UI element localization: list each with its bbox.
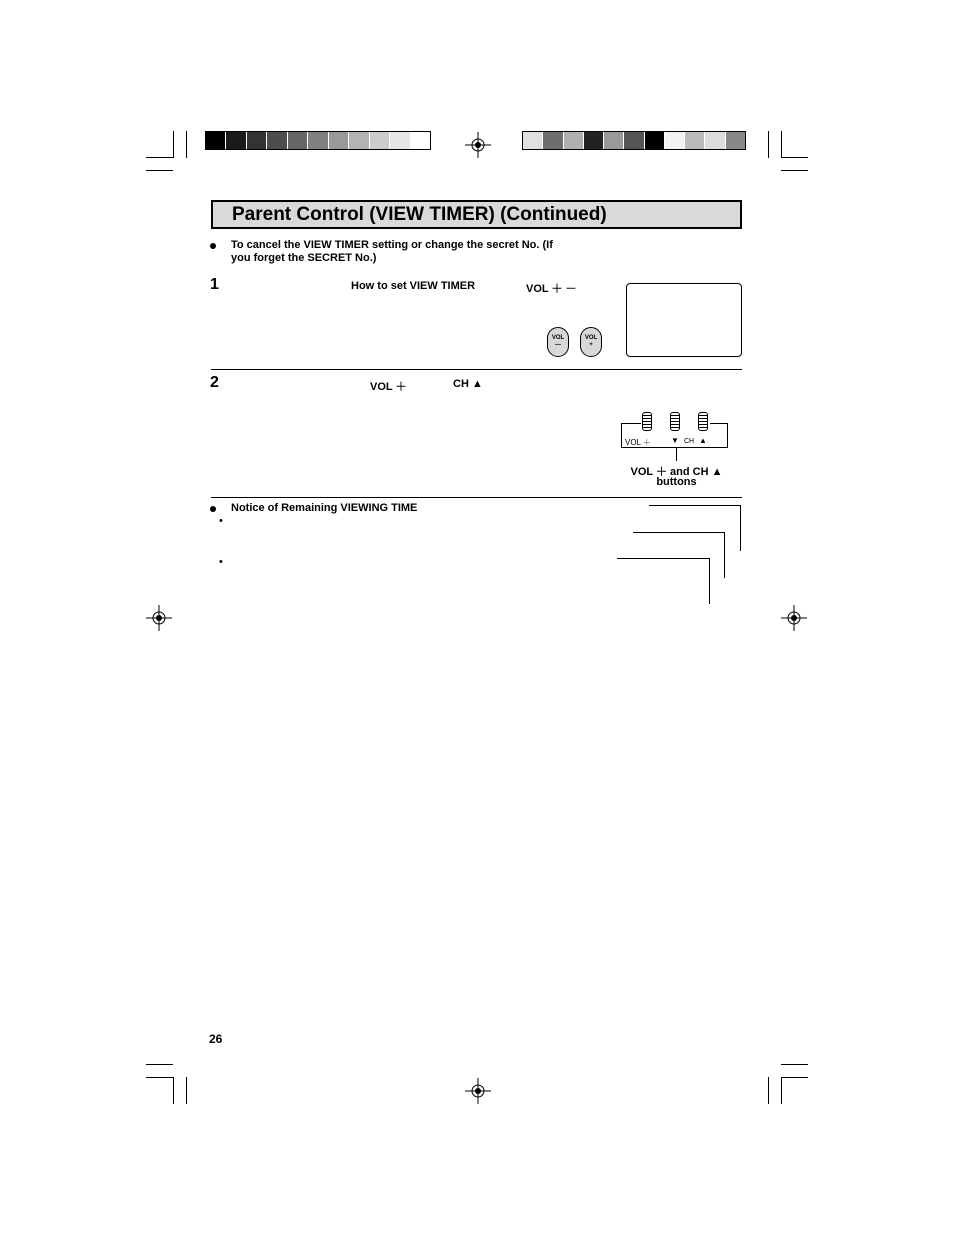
color-swatch xyxy=(705,132,725,149)
registration-mark-bottom xyxy=(465,1078,491,1104)
tv-screen-illustration xyxy=(626,283,742,357)
registration-mark-left xyxy=(146,605,172,631)
color-swatch xyxy=(226,132,246,149)
color-swatch xyxy=(685,132,705,149)
step2-vol-text: VOL ＋ xyxy=(370,381,407,393)
notice-sub-bullet-2: • xyxy=(219,556,223,568)
panel-ch-up-arrow: ▲ xyxy=(699,436,707,445)
registration-mark-top xyxy=(465,132,491,158)
intro-text-line1: To cancel the VIEW TIMER setting or change the secret No. (If xyxy=(231,239,553,251)
color-swatch xyxy=(206,132,226,149)
remote-vol-plus-button: VOL + xyxy=(580,327,602,357)
panel-vol-button xyxy=(642,412,652,431)
step-divider xyxy=(211,369,742,370)
color-swatch xyxy=(247,132,267,149)
color-swatch xyxy=(267,132,287,149)
color-swatch xyxy=(584,132,604,149)
intro-text-line2: you forget the SECRET No.) xyxy=(231,252,377,264)
panel-ch-up-button xyxy=(698,412,708,431)
page-title: Parent Control (VIEW TIMER) (Continued) xyxy=(211,200,742,229)
step2-ch-text: CH ▲ xyxy=(453,378,483,390)
color-swatch xyxy=(308,132,328,149)
color-swatch xyxy=(288,132,308,149)
color-swatch xyxy=(604,132,624,149)
color-swatch xyxy=(543,132,563,149)
page-number: 26 xyxy=(209,1032,223,1046)
color-swatch xyxy=(726,132,745,149)
color-swatch xyxy=(349,132,369,149)
registration-mark-right xyxy=(781,605,807,631)
color-swatch xyxy=(624,132,644,149)
notice-sub-bullet-1: • xyxy=(219,515,223,527)
color-swatch xyxy=(564,132,584,149)
color-swatch xyxy=(411,132,430,149)
step2-number: 2 xyxy=(210,374,219,391)
panel-ch-down-arrow: ▼ xyxy=(671,436,679,445)
color-swatch xyxy=(645,132,665,149)
step1-reference: How to set VIEW TIMER xyxy=(351,280,476,292)
panel-caption-line1: VOL ＋ and CH ▲ xyxy=(630,466,723,478)
step1-buttons: VOL ＋ － xyxy=(526,283,577,295)
step1-number: 1 xyxy=(210,276,219,293)
colorbar-left xyxy=(205,131,431,150)
intro-bullet xyxy=(210,243,216,249)
notice-title: Notice of Remaining VIEWING TIME xyxy=(231,502,418,514)
panel-vol-label: VOL ＋ xyxy=(625,438,651,447)
colorbar-right xyxy=(522,131,746,150)
color-swatch xyxy=(370,132,390,149)
section-divider xyxy=(211,497,742,498)
color-swatch xyxy=(329,132,349,149)
color-swatch xyxy=(390,132,410,149)
color-swatch xyxy=(523,132,543,149)
remote-vol-minus-button: VOL — xyxy=(547,327,569,357)
notice-bullet xyxy=(210,506,216,512)
color-swatch xyxy=(665,132,685,149)
panel-ch-label: CH xyxy=(684,438,695,445)
notice-callout-3 xyxy=(617,558,710,604)
panel-caption-line2: buttons xyxy=(656,476,697,488)
panel-ch-down-button xyxy=(670,412,680,431)
